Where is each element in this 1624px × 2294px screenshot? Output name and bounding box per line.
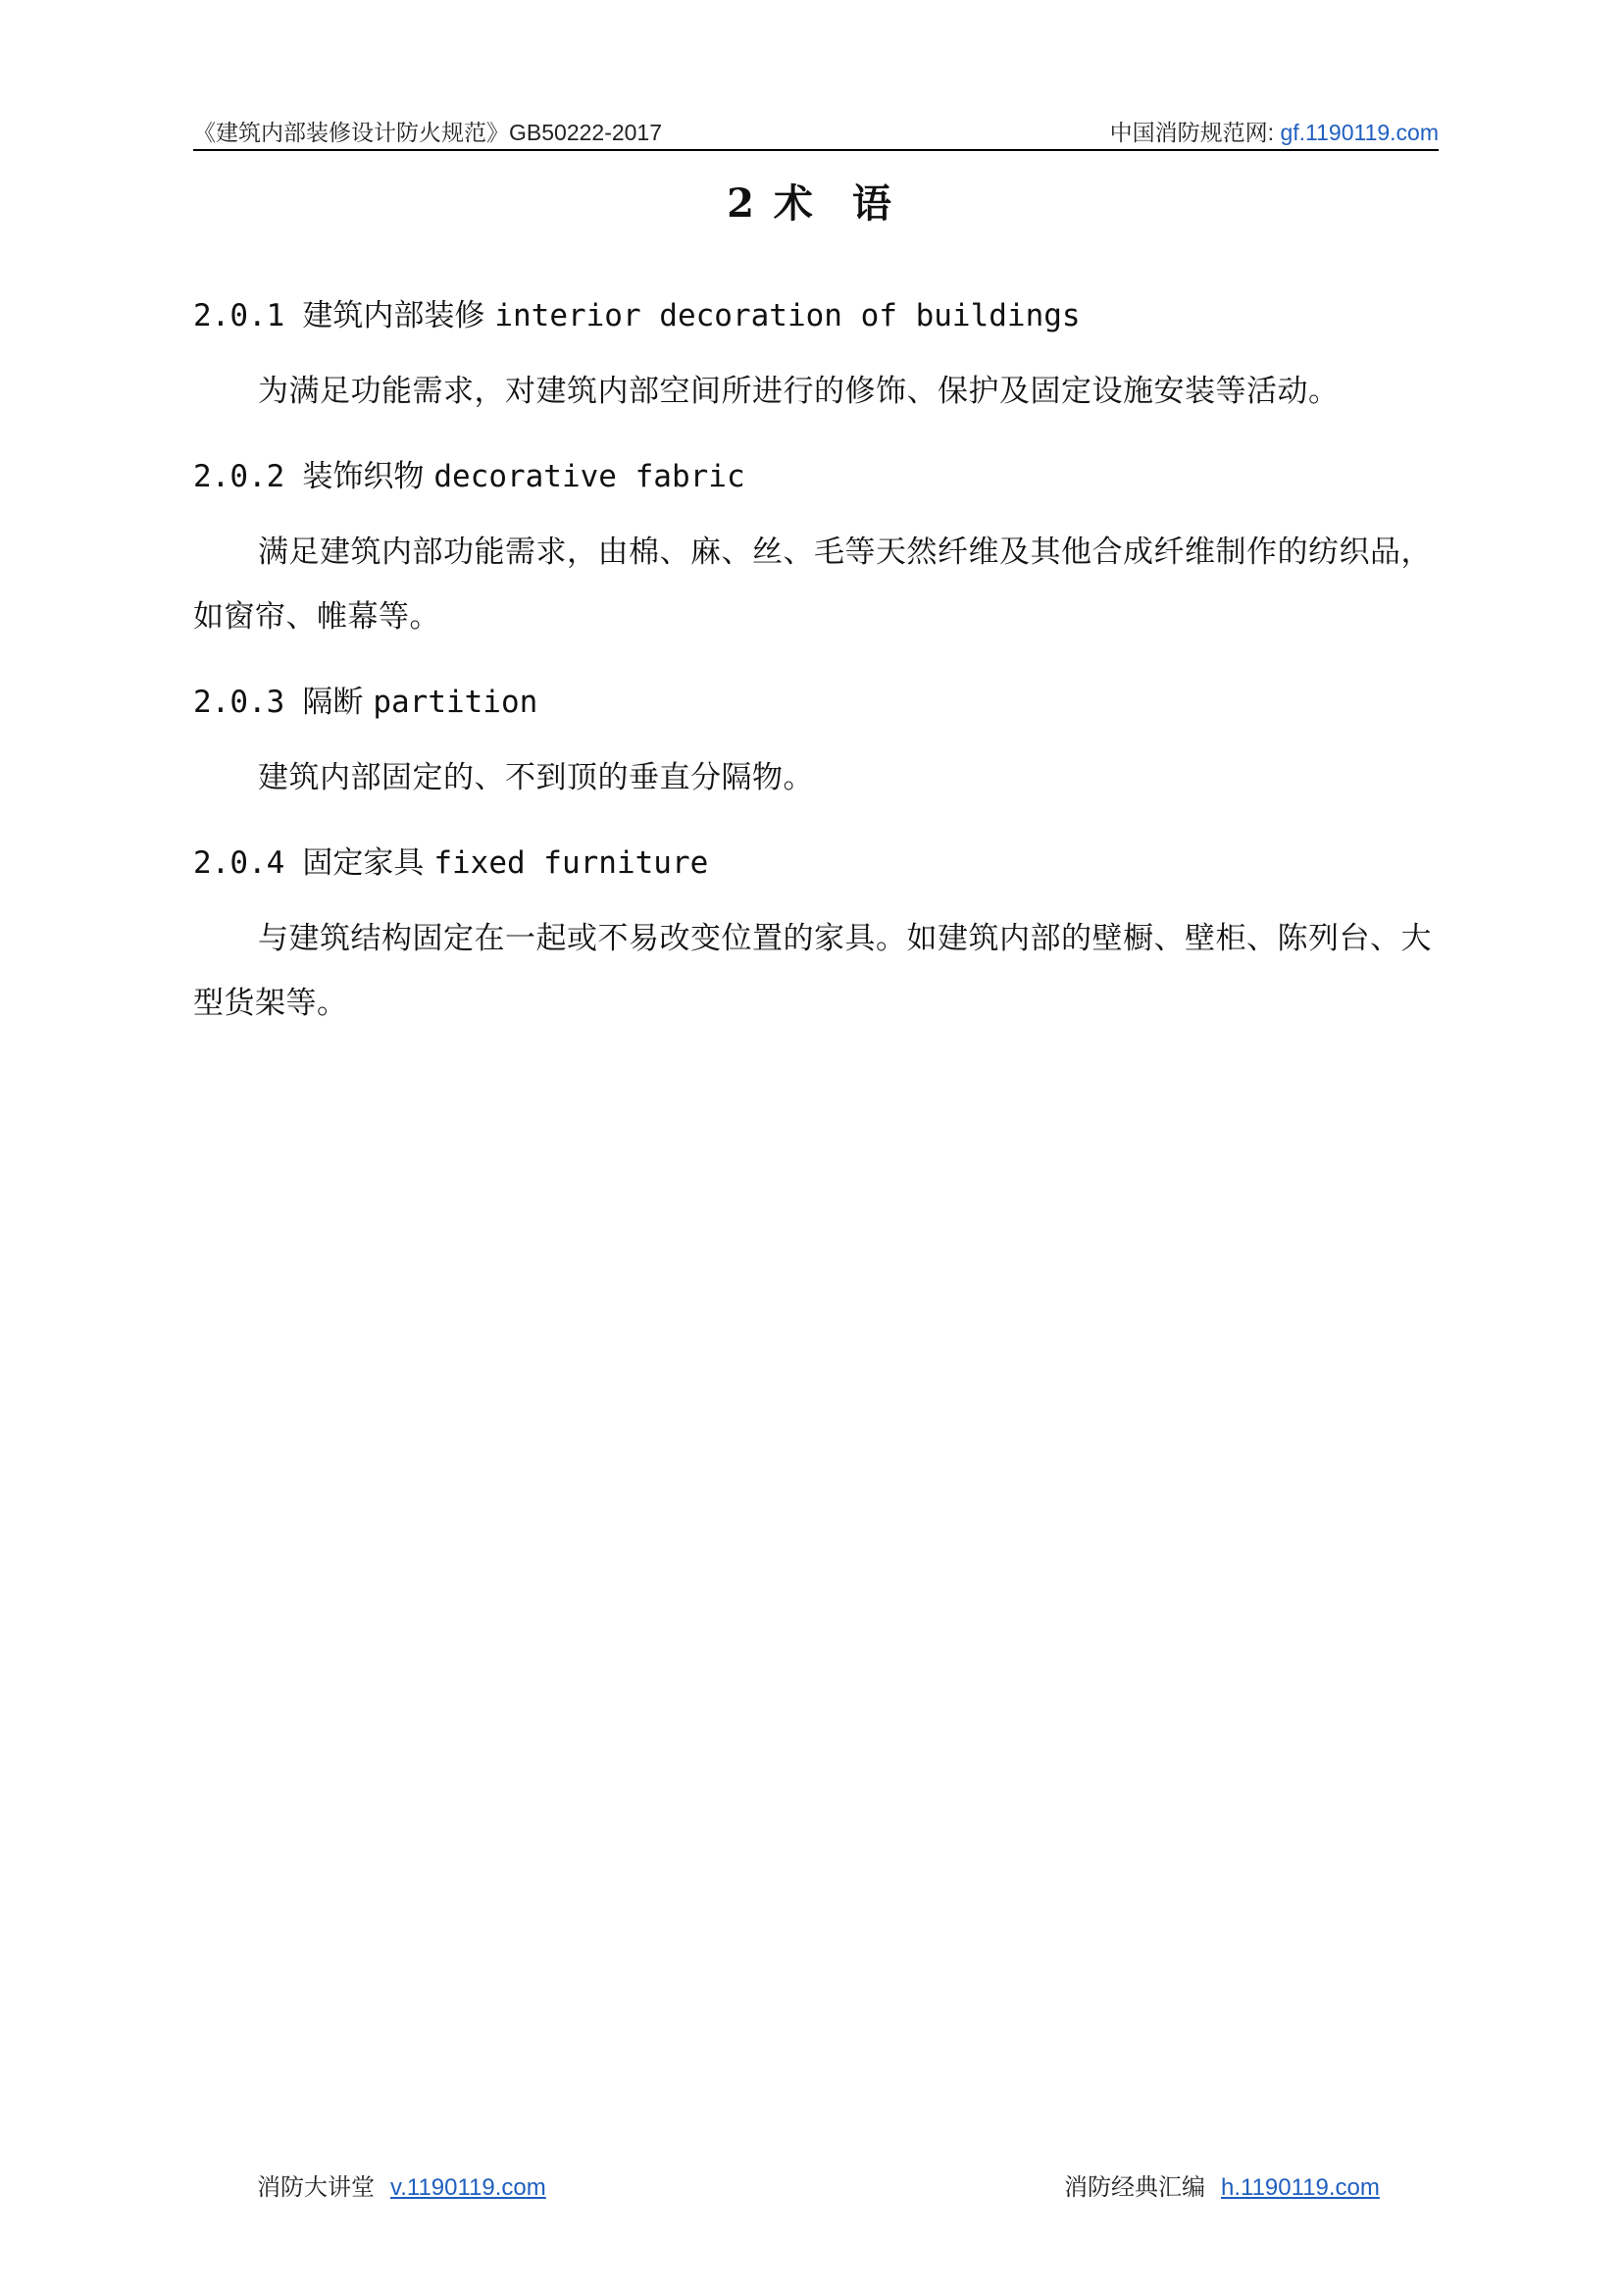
chapter-word-2: 语 [851,180,897,227]
footer-right-label: 消防经典汇编 [1064,2174,1205,2201]
clause-definition: 建筑内部固定的、不到顶的垂直分隔物。 [258,760,814,795]
term-english: decorative fabric [433,459,745,494]
term-chinese: 装饰织物 [302,459,425,494]
site-credit [1110,115,1439,147]
clause-heading [193,677,537,721]
footer-right [1064,2167,1380,2202]
footer-left-link[interactable]: v.1190119.com [390,2174,546,2201]
clause-heading [193,838,708,882]
clause-number: 2.0.4 [193,845,285,881]
footer-left [257,2167,546,2202]
clause-definition: 为满足功能需求，对建筑内部空间所进行的修饰、保护及固定设施安装等活动。 [258,374,1340,409]
chapter-word-1: 术 [773,180,819,227]
term-chinese: 隔断 [302,685,364,720]
clause-number: 2.0.3 [193,685,285,720]
clause-definition: 满足建筑内部功能需求，由棉、麻、丝、毛等天然纤维及其他合成纤维制作的纺织品，如窗帘、帷幕等。 [193,535,1432,635]
term-chinese: 固定家具 [302,845,425,881]
chapter-number: 2 [727,180,760,227]
term-english: fixed furniture [433,845,709,881]
clause-number: 2.0.2 [193,459,285,494]
term-english: interior decoration of buildings [494,298,1081,333]
document-title: 《建筑内部装修设计防火规范》GB50222-2017 [193,120,663,145]
site-label: 中国消防规范网: [1109,120,1281,145]
clause-heading [193,451,745,495]
page-header [193,116,1439,151]
site-link[interactable]: gf.1190119.com [1280,120,1439,145]
term-english: partition [373,685,538,720]
term-chinese: 建筑内部装修 [302,298,485,333]
footer-left-label: 消防大讲堂 [257,2174,375,2201]
chapter-title [0,173,1624,229]
clause-definition: 与建筑结构固定在一起或不易改变位置的家具。如建筑内部的壁橱、壁柜、陈列台、大型货架等。 [193,921,1432,1021]
clause-heading [193,290,1081,334]
clause-number: 2.0.1 [193,298,285,333]
footer-right-link[interactable]: h.1190119.com [1221,2174,1380,2201]
